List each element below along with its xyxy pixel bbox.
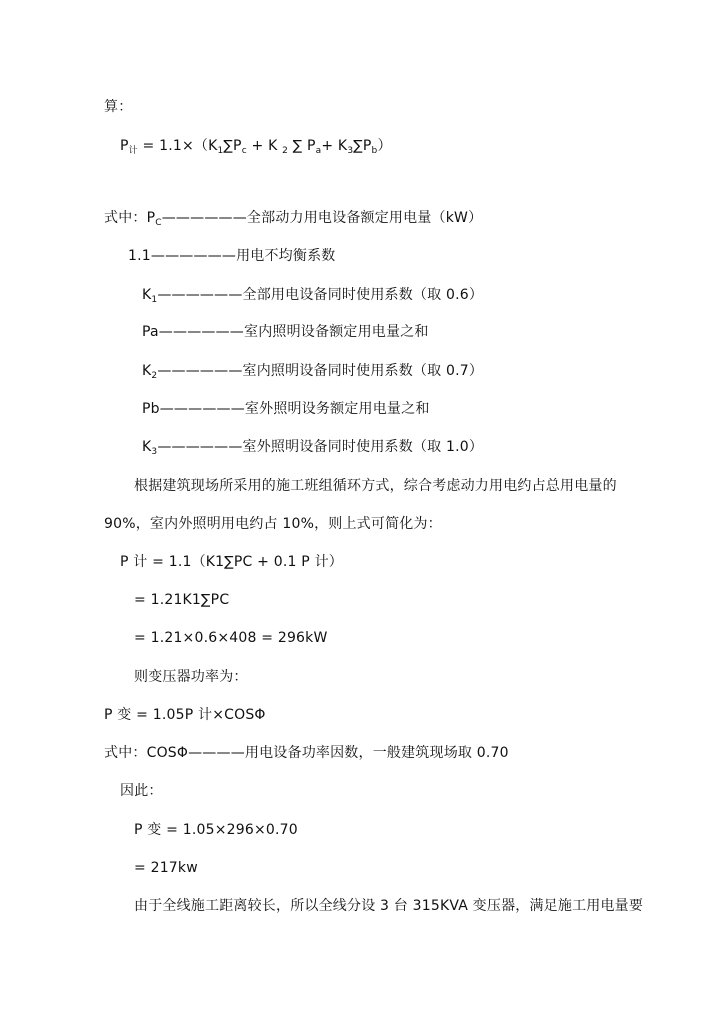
formula-part: ∑P xyxy=(223,138,242,154)
definition-cosphi xyxy=(104,744,509,762)
paragraph-text: 90%，室内外照明用电约占 10%，则上式可简化为： xyxy=(104,516,442,532)
definition-k2 xyxy=(142,362,483,382)
calc-heading: 算： xyxy=(104,99,133,115)
paragraph-text: 因此： xyxy=(120,783,163,799)
formula-simplified xyxy=(120,553,343,571)
definition-text: K xyxy=(142,439,152,455)
formula-text: = 217kw xyxy=(134,860,198,876)
paragraph-text: 则变压器功率为： xyxy=(134,669,248,685)
formula-subscript: a xyxy=(315,146,322,156)
therefore-heading xyxy=(120,782,163,800)
definition-text: Pa——————室内照明设备额定用电量之和 xyxy=(142,324,429,340)
definition-text: 1.1——————用电不均衡系数 xyxy=(128,248,336,264)
formula-subscript: c xyxy=(241,146,247,156)
definition-k1 xyxy=(142,286,483,306)
formula-text: = 1.21×0.6×408 = 296kW xyxy=(134,630,328,646)
formula-part: + K xyxy=(321,138,348,154)
formula-transformer-calc xyxy=(134,821,298,839)
formula-subscript: b xyxy=(371,146,378,156)
paragraph-text: 由于全线施工距离较长，所以全线分设 3 台 315KVA 变压器，满足施工用电量要 xyxy=(134,898,644,914)
formula-part: P xyxy=(120,138,129,154)
formula-text: P 变 = 1.05×296×0.70 xyxy=(134,822,298,838)
formula-step-1 xyxy=(134,591,229,609)
definition-pa xyxy=(142,323,429,341)
formula-part: ） xyxy=(377,138,392,154)
definition-subscript: 3 xyxy=(151,447,158,457)
definition-text: ——————室外照明设备同时使用系数（取 1.0） xyxy=(157,439,484,455)
formula-part: = 1.1×（K xyxy=(137,138,218,154)
definition-text: Pb——————室外照明设务额定用电量之和 xyxy=(142,401,430,417)
definition-pc xyxy=(104,209,482,229)
definition-k3 xyxy=(142,438,483,458)
paragraph-text: 根据建筑现场所采用的施工班组循环方式，综合考虑动力用电约占总用电量的 xyxy=(134,478,617,494)
definition-text: K xyxy=(142,287,152,303)
formula-text: = 1.21K1∑PC xyxy=(134,592,230,608)
formula-subscript: 1 xyxy=(217,146,224,156)
definition-pb xyxy=(142,400,430,418)
definition-text: ——————全部动力用电设备额定用电量（kW） xyxy=(161,210,483,226)
paragraph-line-2 xyxy=(104,515,442,533)
formula-transformer-result xyxy=(134,859,198,877)
text-line-calc-heading xyxy=(104,98,132,116)
paragraph-conclusion xyxy=(134,897,643,915)
formula-subscript: 2 xyxy=(282,146,289,156)
formula-text: P 计 = 1.1（K1∑PC + 0.1 P 计） xyxy=(120,554,343,570)
definition-text: 式中：P xyxy=(104,210,156,226)
formula-part: ∑ P xyxy=(288,138,316,154)
formula-part: ∑P xyxy=(353,138,372,154)
formula-step-2 xyxy=(134,629,328,647)
formula-total-power xyxy=(120,137,392,157)
definition-subscript: 2 xyxy=(151,371,158,381)
formula-subscript: 计 xyxy=(128,146,138,156)
formula-subscript: 3 xyxy=(347,146,354,156)
definition-subscript: C xyxy=(155,218,162,228)
definition-subscript: 1 xyxy=(151,295,158,305)
formula-transformer xyxy=(104,706,266,724)
formula-text: P 变 = 1.05P 计×COSΦ xyxy=(104,707,266,723)
definition-text: ——————室内照明设备同时使用系数（取 0.7） xyxy=(157,363,484,379)
paragraph-line-1 xyxy=(134,477,617,495)
definition-imbalance xyxy=(128,247,335,265)
definition-text: 式中：COSΦ————用电设备功率因数，一般建筑现场取 0.70 xyxy=(104,745,509,761)
definition-text: ——————全部用电设备同时使用系数（取 0.6） xyxy=(157,287,484,303)
definition-text: K xyxy=(142,363,152,379)
transformer-power-heading xyxy=(134,668,248,686)
formula-part: + K xyxy=(246,138,283,154)
